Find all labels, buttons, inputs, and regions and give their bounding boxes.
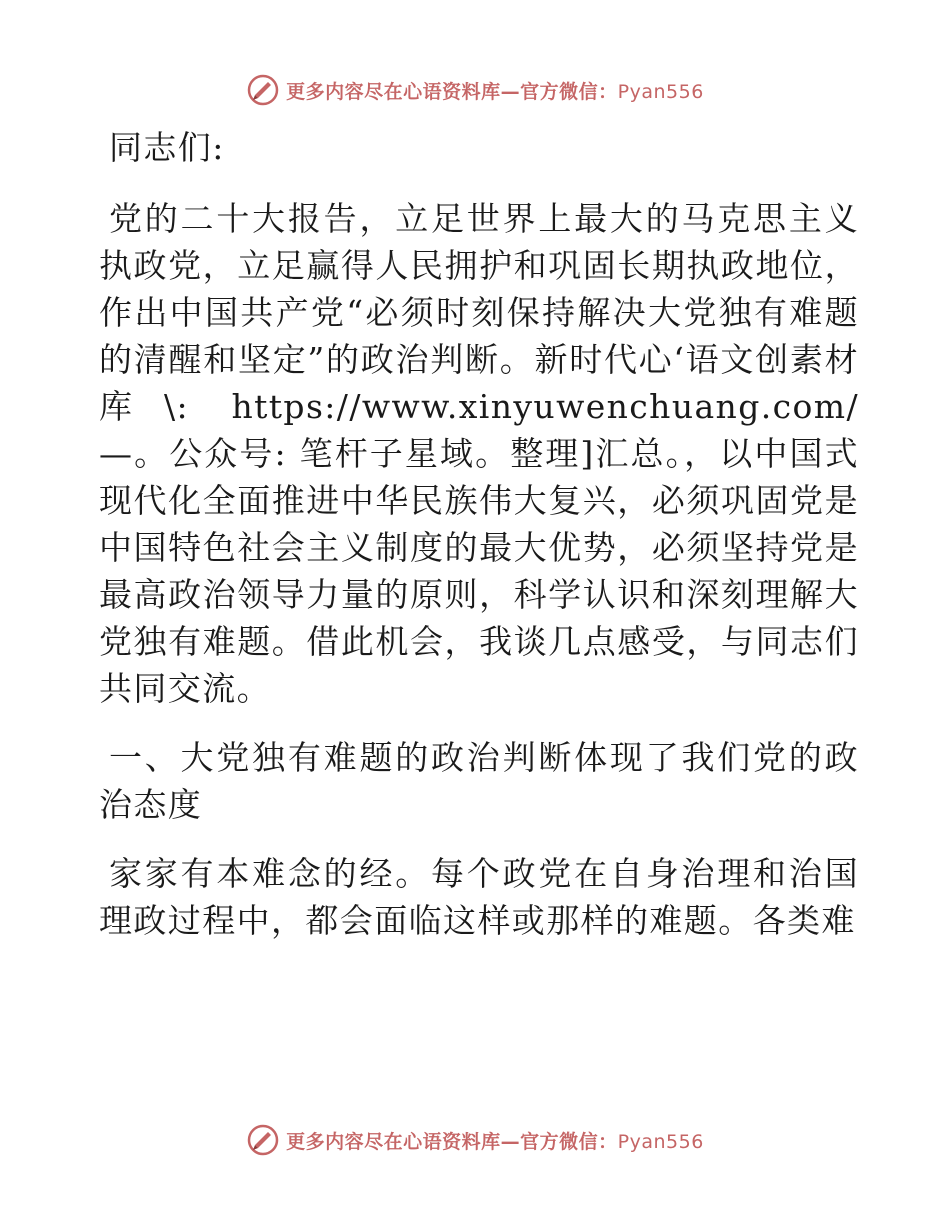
watermark-wechat-id: Pyan556 [617,1130,704,1153]
section-heading-1: 一、大党独有难题的政治判断体现了我们党的政治态度 [99,738,859,824]
watermark-text: 更多内容尽在心语资料库—官方微信： [286,1130,618,1153]
paragraph-section-1: 家家有本难念的经。每个政党在自身治理和治国理政过程中，都会面临这样或那样的难题。各类难 [99,854,859,940]
document-body [99,124,859,944]
watermark-wechat-id: Pyan556 [617,80,704,103]
header-watermark [0,70,950,110]
paragraph-intro: 党的二十大报告，立足世界上最大的马克思主义执政党，立足赢得人民拥护和巩固长期执政地位，作出中国共产党“必须时刻保持解决大党独有难题的清醒和坚定”的政治判断。新时代心‘语文创素材库\: https://www.xinyuwenchuang.com/—。公众号: 笔杆子星域。整理]汇总。，以中国式现代化全面推进中华民族伟大复兴，必须巩固党是中国特色社会主义制度的最大优势，必须坚持党是最高政治领导力量的原则，科学认识和深刻理解大党独有难题。借此机会，我谈几点感受，与同志们共同交流。 [99,199,859,708]
greeting: 同志们: [109,128,225,167]
pen-logo-icon [246,1123,280,1157]
pen-logo-icon [246,73,280,107]
watermark-text: 更多内容尽在心语资料库—官方微信： [286,80,618,103]
footer-watermark [0,1120,950,1160]
